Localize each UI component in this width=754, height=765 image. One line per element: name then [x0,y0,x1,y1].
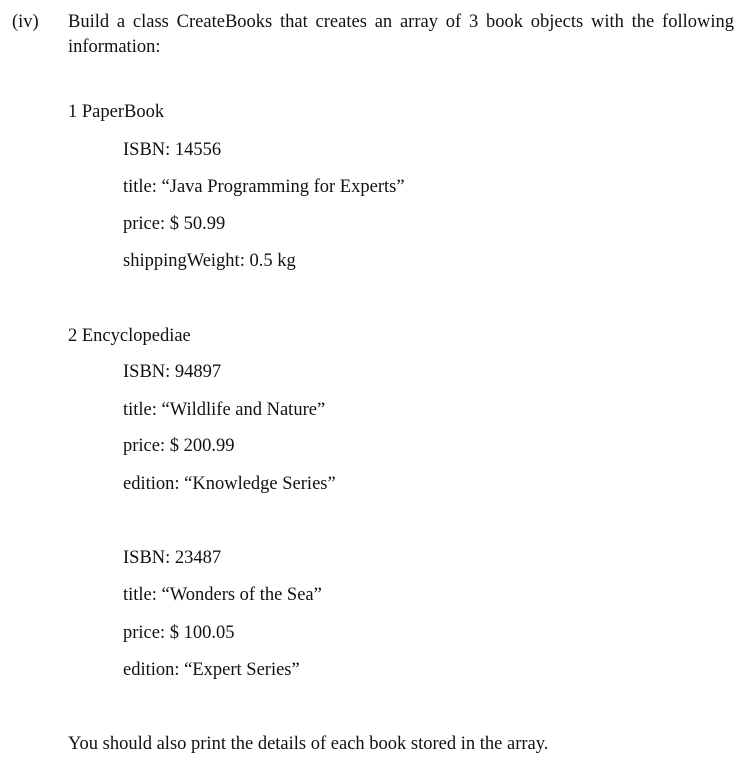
paperbook-isbn: ISBN: 14556 [123,140,222,160]
encyclopedia-2-price: price: $ 100.05 [123,623,235,643]
question-marker: (iv) [12,12,39,32]
paperbook-shipping-weight: shippingWeight: 0.5 kg [123,251,296,271]
group-heading-encyclopediae: 2 Encyclopediae [68,326,191,346]
encyclopedia-2-isbn: ISBN: 23487 [123,548,222,568]
encyclopedia-1-price: price: $ 200.99 [123,436,235,456]
paperbook-price: price: $ 50.99 [123,214,226,234]
encyclopedia-2-edition: edition: “Expert Series” [123,660,300,680]
question-intro: Build a class CreateBooks that creates an array of 3 book objects with the following information: [68,12,734,57]
closing-instruction: You should also print the details of each book stored in the array. [68,734,549,754]
encyclopedia-2-title: title: “Wonders of the Sea” [123,585,322,605]
encyclopedia-1-edition: edition: “Knowledge Series” [123,474,336,494]
paperbook-title: title: “Java Programming for Experts” [123,177,405,197]
group-heading-paperbook: 1 PaperBook [68,102,165,122]
encyclopedia-1-title: title: “Wildlife and Nature” [123,400,326,420]
encyclopedia-1-isbn: ISBN: 94897 [123,362,222,382]
